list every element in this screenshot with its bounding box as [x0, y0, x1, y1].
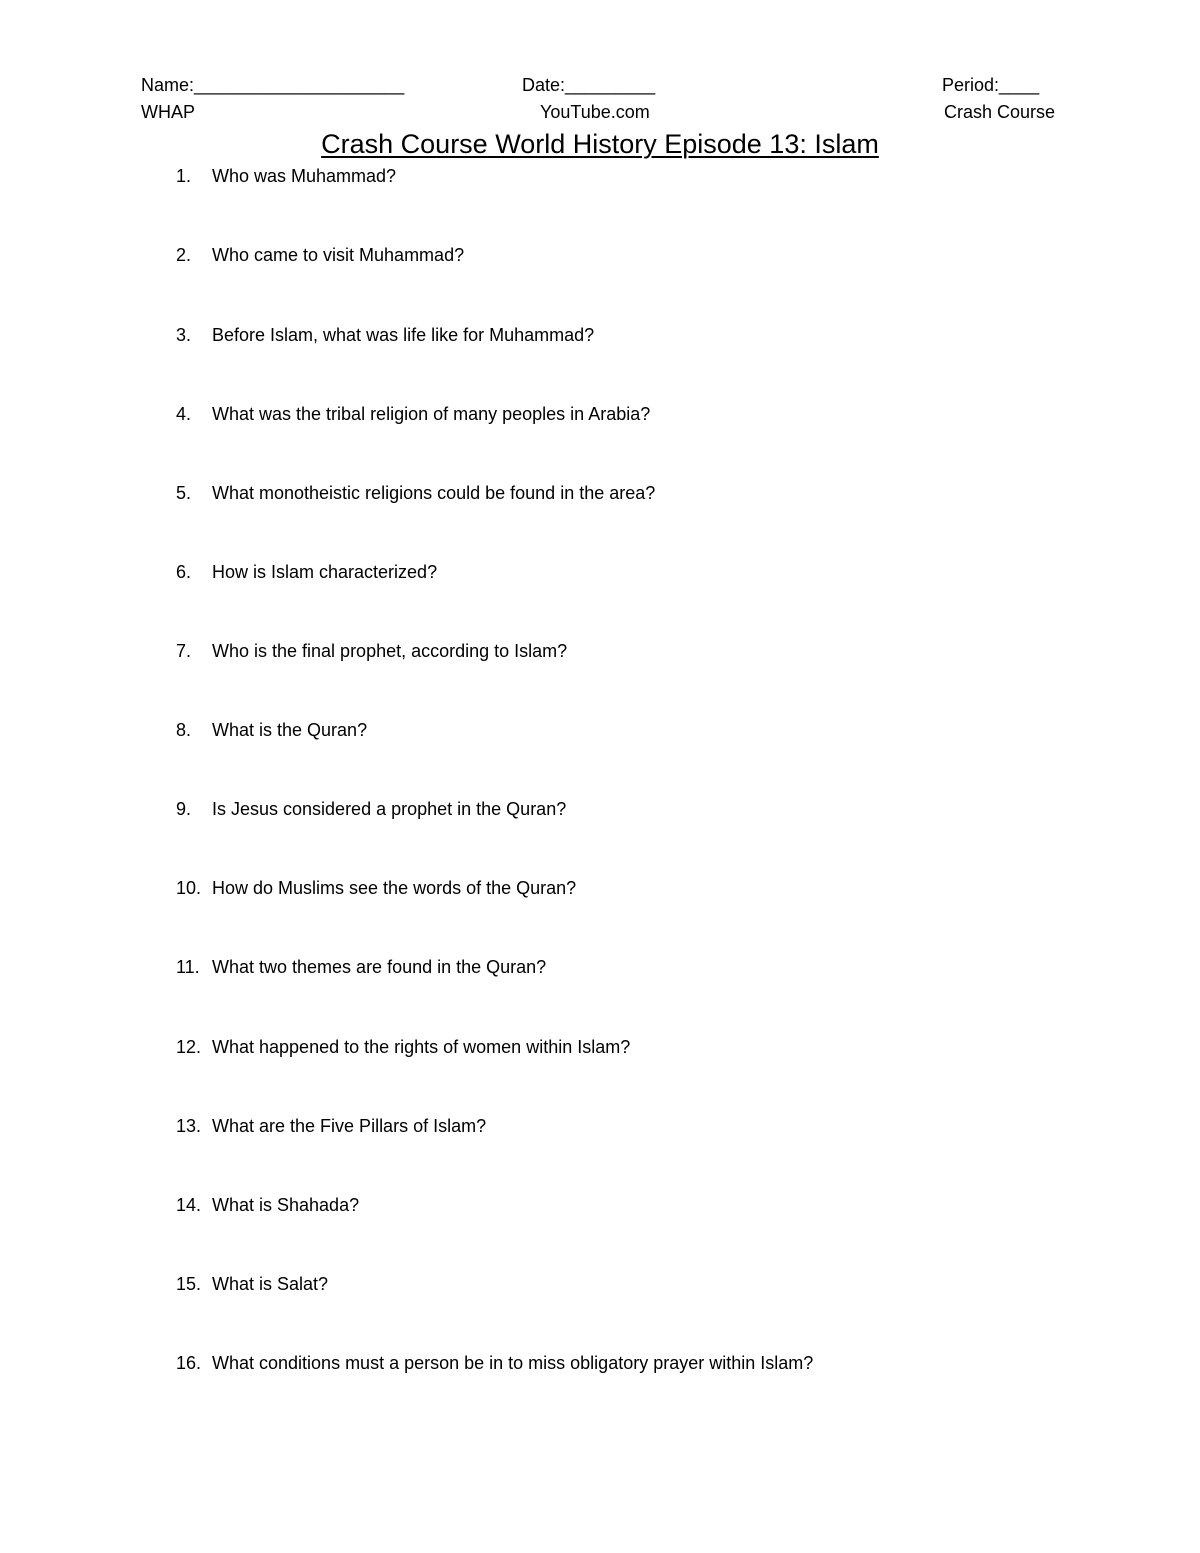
question-text: What conditions must a person be in to miss obligatory prayer within Islam?	[212, 1353, 814, 1373]
question-number: 10.	[176, 878, 202, 898]
question-number: 6.	[176, 562, 192, 582]
period-field: Period:____	[942, 75, 1040, 95]
question-number: 8.	[176, 720, 192, 740]
question-text: Is Jesus considered a prophet in the Quran?	[212, 799, 567, 819]
question-number: 15.	[176, 1274, 202, 1294]
question-text: What is Shahada?	[212, 1195, 360, 1215]
question-text: What monotheistic religions could be found in the area?	[212, 483, 656, 503]
source-label: YouTube.com	[540, 102, 650, 122]
question-number: 5.	[176, 483, 192, 503]
question-number: 7.	[176, 641, 192, 661]
question-number: 3.	[176, 325, 192, 345]
question-number: 9.	[176, 799, 192, 819]
question-number: 16.	[176, 1353, 202, 1373]
question-number: 2.	[176, 245, 192, 265]
question-text: Who is the final prophet, according to Islam?	[212, 641, 568, 661]
question-number: 1.	[176, 166, 192, 186]
question-text: What is Salat?	[212, 1274, 329, 1294]
question-text: What was the tribal religion of many peoples in Arabia?	[212, 404, 651, 424]
question-text: What happened to the rights of women within Islam?	[212, 1037, 631, 1057]
course-label: WHAP	[141, 102, 195, 122]
question-text: How is Islam characterized?	[212, 562, 438, 582]
question-text: Who was Muhammad?	[212, 166, 397, 186]
date-field: Date:_________	[522, 75, 656, 95]
name-field: Name:_____________________	[141, 75, 405, 95]
question-text: What two themes are found in the Quran?	[212, 957, 547, 977]
question-number: 14.	[176, 1195, 202, 1215]
question-text: What are the Five Pillars of Islam?	[212, 1116, 487, 1136]
question-text: Before Islam, what was life like for Muhammad?	[212, 325, 595, 345]
question-number: 13.	[176, 1116, 202, 1136]
question-number: 12.	[176, 1037, 202, 1057]
series-label: Crash Course	[944, 102, 1056, 122]
question-text: How do Muslims see the words of the Quran?	[212, 878, 577, 898]
question-number: 4.	[176, 404, 192, 424]
worksheet-title: Crash Course World History Episode 13: Islam	[321, 129, 879, 159]
question-text: Who came to visit Muhammad?	[212, 245, 465, 265]
question-number: 11.	[176, 957, 200, 977]
question-text: What is the Quran?	[212, 720, 368, 740]
